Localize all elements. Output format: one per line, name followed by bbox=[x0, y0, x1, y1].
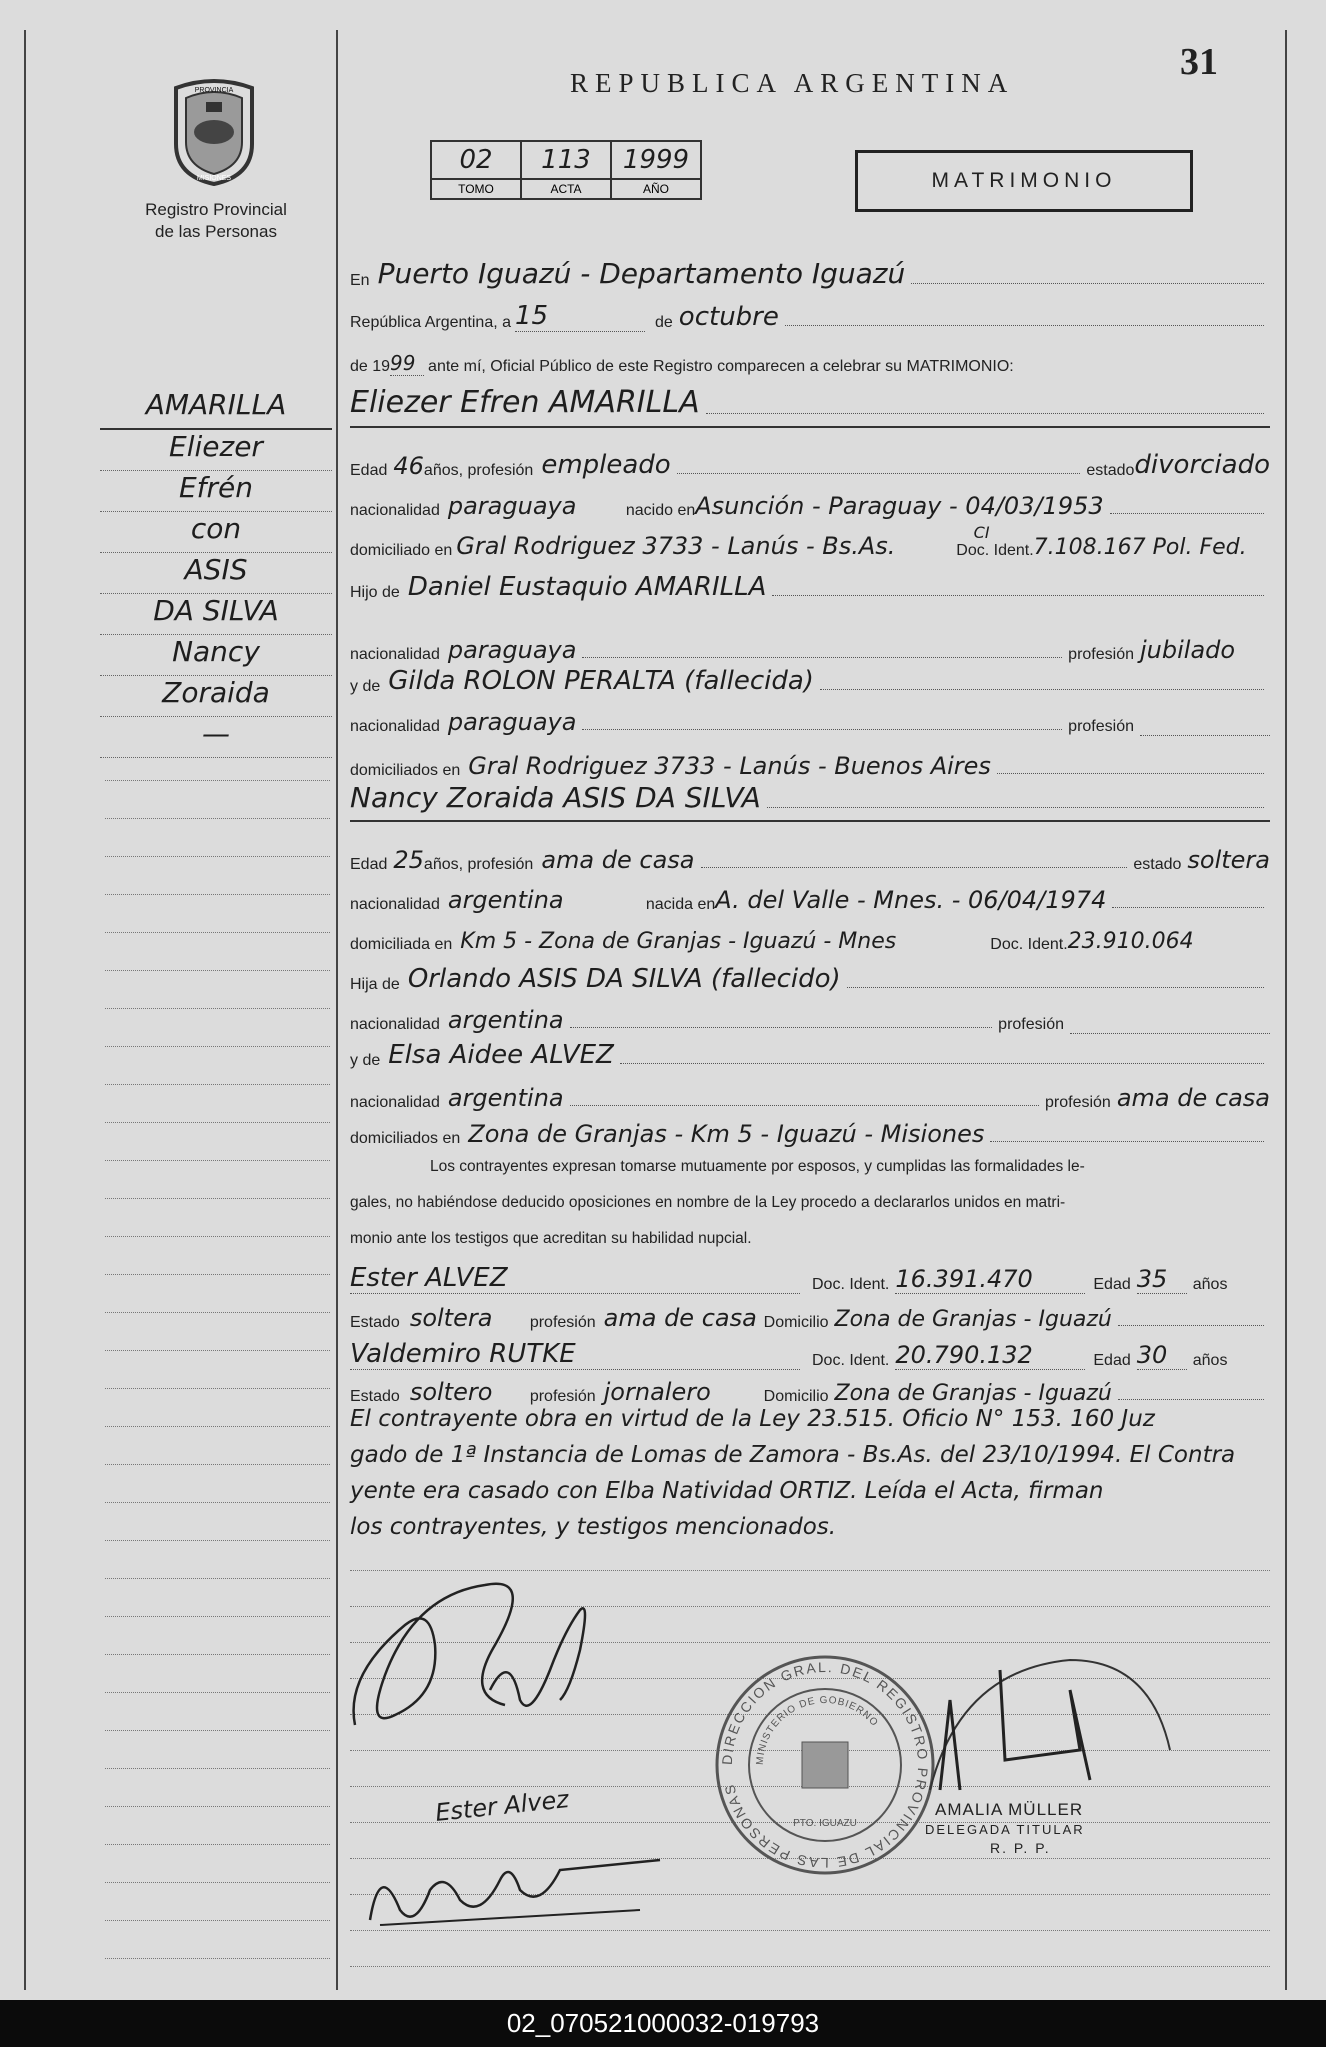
scan-footer-code: 02_070521000032-019793 bbox=[0, 2000, 1326, 2047]
edad-label: Edad bbox=[350, 462, 388, 479]
bride-parents-address-row bbox=[350, 1108, 1270, 1148]
witness2-details-row bbox=[350, 1366, 1270, 1406]
anos-label: años bbox=[1192, 1352, 1228, 1369]
bride-signature-icon bbox=[470, 1590, 610, 1730]
acta-label: ACTA bbox=[521, 179, 611, 199]
bride-address: Km 5 - Zona de Granjas - Iguazú - Mnes bbox=[460, 929, 897, 954]
groom-mother-nationality: paraguaya bbox=[447, 708, 577, 736]
bride-father-row bbox=[350, 954, 1270, 994]
estado-label: estado bbox=[1133, 856, 1182, 873]
margin-notes bbox=[100, 388, 332, 758]
ante-text: ante mí, Oficial Público de este Registro comparecen a celebrar su MATRIMONIO: bbox=[428, 358, 1014, 375]
margin-rule bbox=[105, 1008, 330, 1009]
margin-rule bbox=[105, 1920, 330, 1921]
margin-rule bbox=[105, 1046, 330, 1047]
place-value: Puerto Iguazú - Departamento Iguazú bbox=[377, 257, 906, 290]
groom-doc-prefix: CI bbox=[973, 523, 990, 542]
bride-mother: Elsa Aidee ALVEZ bbox=[388, 1040, 614, 1070]
bride-doc: 23.910.064 bbox=[1067, 929, 1194, 954]
right-border bbox=[1285, 30, 1287, 1990]
groom-mother-row bbox=[350, 656, 1270, 696]
margin-rule bbox=[105, 1236, 330, 1237]
groom-age: 46 bbox=[393, 452, 424, 480]
margin-rule bbox=[105, 1160, 330, 1161]
witness1-name: Ester ALVEZ bbox=[350, 1263, 800, 1294]
profesion-label: profesión bbox=[1045, 1094, 1111, 1111]
document-type-box: MATRIMONIO bbox=[855, 150, 1193, 212]
groom-mother: Gilda ROLON PERALTA (fallecida) bbox=[388, 666, 814, 696]
month-value: octubre bbox=[678, 302, 779, 332]
margin-rule bbox=[105, 1844, 330, 1845]
nacionalidad-label: nacionalidad bbox=[350, 896, 440, 913]
groom-nationality-row bbox=[350, 480, 1270, 520]
ruled-line bbox=[350, 1966, 1270, 1967]
profesion-label: profesión bbox=[529, 1314, 596, 1331]
groom-father-profession: jubilado bbox=[1140, 636, 1236, 664]
bride-mother-row bbox=[350, 1030, 1270, 1070]
margin-rule bbox=[105, 1806, 330, 1807]
estado-label: estado bbox=[1086, 462, 1135, 479]
doc-label: Doc. Ident. bbox=[812, 1276, 890, 1293]
groom-father: Daniel Eustaquio AMARILLA bbox=[407, 572, 767, 602]
country-title: REPUBLICA ARGENTINA bbox=[570, 68, 1015, 98]
margin-rule bbox=[105, 1198, 330, 1199]
declaration-line-2: gales, no habiéndose deducido oposiciones en nombre de la Ley procedo a declararlos unidos en matri- bbox=[350, 1194, 1066, 1211]
nacionalidad-label: nacionalidad bbox=[350, 502, 440, 519]
nacido-label: nacido en bbox=[625, 502, 696, 519]
profesion-label: profesión bbox=[529, 1388, 596, 1405]
yde-label: y de bbox=[350, 1052, 381, 1069]
place-row bbox=[350, 250, 1270, 290]
margin-rule bbox=[105, 1882, 330, 1883]
groom-profession: empleado bbox=[541, 450, 671, 480]
margin-rule bbox=[105, 1730, 330, 1731]
margin-rule bbox=[105, 818, 330, 819]
witness2-age: 30 bbox=[1137, 1341, 1187, 1370]
year-label: de 19 bbox=[350, 358, 391, 375]
bride-mother-profession: ama de casa bbox=[1116, 1084, 1270, 1112]
margin-rule bbox=[105, 1426, 330, 1427]
margin-rule bbox=[105, 970, 330, 971]
en-label: En bbox=[350, 272, 370, 289]
domiciliados-label: domiciliados en bbox=[350, 1130, 461, 1147]
registry-name-1: Registro Provincial bbox=[145, 200, 287, 219]
groom-parents-address: Gral Rodriguez 3733 - Lanús - Buenos Aires bbox=[468, 752, 991, 780]
margin-rule bbox=[105, 1692, 330, 1693]
estado-label: Estado bbox=[350, 1314, 400, 1331]
tomo-value: 02 bbox=[459, 145, 493, 175]
official-seal-icon bbox=[710, 1650, 940, 1880]
official-title: DELEGADA TITULAR bbox=[925, 1822, 1085, 1837]
bride-age-row bbox=[350, 834, 1270, 874]
bride-age: 25 bbox=[393, 846, 424, 874]
doc-label: Doc. Ident. bbox=[956, 542, 1034, 559]
domiciliado-label: domiciliado en bbox=[350, 542, 453, 559]
margin-line: Efrén bbox=[100, 471, 332, 512]
margin-rule bbox=[105, 856, 330, 857]
province-emblem-icon bbox=[168, 78, 260, 186]
margin-rule bbox=[105, 1274, 330, 1275]
bride-address-row bbox=[350, 914, 1270, 954]
note-line: El contrayente obra en virtud de la Ley 23.515. Oficio N° 153. 160 Juz bbox=[350, 1406, 1155, 1432]
margin-line: ASIS bbox=[100, 553, 332, 594]
witness1-signature: Ester Alvez bbox=[433, 1785, 571, 1827]
anos-label: años bbox=[1192, 1276, 1228, 1293]
witness2-name: Valdemiro RUTKE bbox=[350, 1339, 800, 1370]
margin-rule bbox=[105, 894, 330, 895]
groom-mother-nat-row bbox=[350, 696, 1270, 736]
nacionalidad-label: nacionalidad bbox=[350, 1016, 440, 1033]
svg-text:MISIONES: MISIONES bbox=[196, 175, 232, 182]
groom-name: Eliezer Efren AMARILLA bbox=[350, 385, 700, 420]
bride-birthplace: A. del Valle - Mnes. - 06/04/1974 bbox=[715, 886, 1107, 914]
profesion-label: profesión bbox=[998, 1016, 1064, 1033]
de-label: de bbox=[655, 314, 673, 331]
bride-name: Nancy Zoraida ASIS DA SILVA bbox=[350, 781, 761, 814]
witness1-status: soltera bbox=[409, 1304, 493, 1332]
groom-mother-profession bbox=[1140, 735, 1270, 736]
date-row bbox=[350, 292, 1270, 332]
nacionalidad-label: nacionalidad bbox=[350, 646, 440, 663]
seal-city: PTO. IGUAZU bbox=[793, 1818, 857, 1829]
bride-status: soltera bbox=[1187, 846, 1270, 874]
bride-father-nat-row bbox=[350, 994, 1270, 1034]
estado-label: Estado bbox=[350, 1388, 400, 1405]
bride-nationality: argentina bbox=[447, 886, 564, 914]
nacionalidad-label: nacionalidad bbox=[350, 1094, 440, 1111]
groom-birthplace: Asunción - Paraguay - 04/03/1953 bbox=[695, 492, 1104, 520]
margin-line: DA SILVA bbox=[100, 594, 332, 635]
page-number: 31 bbox=[1180, 41, 1218, 83]
profesion-label: años, profesión bbox=[423, 462, 534, 479]
witness2-address: Zona de Granjas - Iguazú bbox=[834, 1381, 1112, 1406]
edad-label: Edad bbox=[350, 856, 388, 873]
bride-profession: ama de casa bbox=[541, 846, 695, 874]
domicilio-label: Domicilio bbox=[763, 1314, 829, 1331]
groom-address: Gral Rodriguez 3733 - Lanús - Bs.As. bbox=[456, 532, 896, 560]
margin-rule bbox=[105, 1312, 330, 1313]
groom-father-nationality: paraguaya bbox=[447, 636, 577, 664]
day-value: 15 bbox=[515, 301, 645, 332]
ano-value: 1999 bbox=[622, 145, 690, 175]
official-signature-icon bbox=[920, 1640, 1180, 1800]
tomo-label: TOMO bbox=[431, 179, 521, 199]
margin-line: AMARILLA bbox=[100, 388, 332, 430]
witness1-profession: ama de casa bbox=[603, 1304, 757, 1332]
witness2-name-row bbox=[350, 1330, 1270, 1370]
margin-line: Nancy bbox=[100, 635, 332, 676]
margin-rule bbox=[105, 1122, 330, 1123]
groom-name-row bbox=[350, 380, 1270, 420]
acta-value: 113 bbox=[541, 145, 591, 175]
edad-label: Edad bbox=[1093, 1352, 1131, 1369]
seal-inner-text: MINISTERIO DE GOBIERNO bbox=[754, 1694, 881, 1766]
margin-rule bbox=[105, 1084, 330, 1085]
bride-nationality-row bbox=[350, 874, 1270, 914]
margin-rule bbox=[105, 1464, 330, 1465]
witness2-profession: jornalero bbox=[603, 1378, 711, 1406]
margin-rule bbox=[105, 1616, 330, 1617]
svg-text:PROVINCIA: PROVINCIA bbox=[194, 87, 234, 94]
margin-rule bbox=[105, 1578, 330, 1579]
groom-doc: 7.108.167 Pol. Fed. bbox=[1033, 535, 1247, 560]
domicilio-label: Domicilio bbox=[763, 1388, 829, 1405]
hija-label: Hija de bbox=[350, 976, 400, 993]
witness2-signature-icon bbox=[360, 1830, 680, 1940]
groom-nationality: paraguaya bbox=[447, 492, 577, 520]
ano-label: AÑO bbox=[611, 179, 701, 199]
witness2-status: soltero bbox=[409, 1378, 493, 1406]
margin-rule bbox=[105, 1654, 330, 1655]
margin-rule bbox=[105, 1502, 330, 1503]
year-row bbox=[350, 336, 1270, 376]
margin-rule bbox=[105, 932, 330, 933]
witness1-age: 35 bbox=[1137, 1265, 1187, 1294]
witness1-name-row bbox=[350, 1254, 1270, 1294]
groom-age-row bbox=[350, 440, 1270, 480]
groom-status: divorciado bbox=[1134, 450, 1270, 480]
profesion-label: años, profesión bbox=[423, 856, 534, 873]
registry-name-2: de las Personas bbox=[155, 222, 277, 241]
margin-rule bbox=[105, 1388, 330, 1389]
bride-father-nationality: argentina bbox=[447, 1006, 564, 1034]
domiciliados-label: domiciliados en bbox=[350, 762, 461, 779]
yde-label: y de bbox=[350, 678, 381, 695]
margin-rule bbox=[105, 1350, 330, 1351]
doc-label: Doc. Ident. bbox=[990, 936, 1068, 953]
profesion-label: profesión bbox=[1068, 718, 1134, 735]
margin-rule bbox=[105, 780, 330, 781]
domiciliada-label: domiciliada en bbox=[350, 936, 453, 953]
margin-rule bbox=[105, 1768, 330, 1769]
record-number-box bbox=[430, 140, 702, 200]
witness2-doc: 20.790.132 bbox=[895, 1341, 1085, 1370]
hijo-label: Hijo de bbox=[350, 584, 400, 601]
margin-line: — bbox=[100, 717, 332, 758]
witness1-details-row bbox=[350, 1292, 1270, 1332]
witness1-address: Zona de Granjas - Iguazú bbox=[834, 1307, 1112, 1332]
margin-rule bbox=[105, 1958, 330, 1959]
nacionalidad-label: nacionalidad bbox=[350, 718, 440, 735]
year-suffix: 99 bbox=[390, 351, 424, 376]
profesion-label: profesión bbox=[1068, 646, 1134, 663]
bride-mother-nationality: argentina bbox=[447, 1084, 564, 1112]
nacida-label: nacida en bbox=[645, 896, 716, 913]
official-org: R. P. P. bbox=[990, 1840, 1051, 1856]
declaration-line-3: monio ante los testigos que acreditan su habilidad nupcial. bbox=[350, 1230, 752, 1247]
edad-label: Edad bbox=[1093, 1276, 1131, 1293]
bride-mother-nat-row bbox=[350, 1072, 1270, 1112]
bride-parents-address: Zona de Granjas - Km 5 - Iguazú - Misiones bbox=[468, 1120, 985, 1148]
bride-father: Orlando ASIS DA SILVA (fallecido) bbox=[407, 964, 841, 994]
seal-outer-text: DIRECCION GRAL. DEL REGISTRO PROVINCIAL DE LAS PERSONAS bbox=[718, 1658, 932, 1872]
note-line: yente era casado con Elba Natividad ORTIZ. Leída el Acta, firman bbox=[350, 1478, 1104, 1504]
groom-address-row bbox=[350, 520, 1270, 560]
margin-line: Zoraida bbox=[100, 676, 332, 717]
doc-label: Doc. Ident. bbox=[812, 1352, 890, 1369]
left-border bbox=[24, 30, 26, 1990]
official-name: AMALIA MÜLLER bbox=[935, 1800, 1084, 1819]
declaration-line-1: Los contrayentes expresan tomarse mutuamente por esposos, y cumplidas las formalidades le- bbox=[430, 1158, 1085, 1175]
margin-line: Eliezer bbox=[100, 430, 332, 471]
republica-label: República Argentina, a bbox=[350, 314, 511, 331]
note-line: los contrayentes, y testigos mencionados. bbox=[350, 1514, 837, 1540]
groom-father-row bbox=[350, 562, 1270, 602]
margin-rule bbox=[105, 1540, 330, 1541]
margin-line: con bbox=[100, 512, 332, 553]
witness1-doc: 16.391.470 bbox=[895, 1265, 1085, 1294]
bride-name-row bbox=[350, 774, 1270, 814]
note-line: gado de 1ª Instancia de Lomas de Zamora - Bs.As. del 23/10/1994. El Contra bbox=[350, 1442, 1236, 1468]
